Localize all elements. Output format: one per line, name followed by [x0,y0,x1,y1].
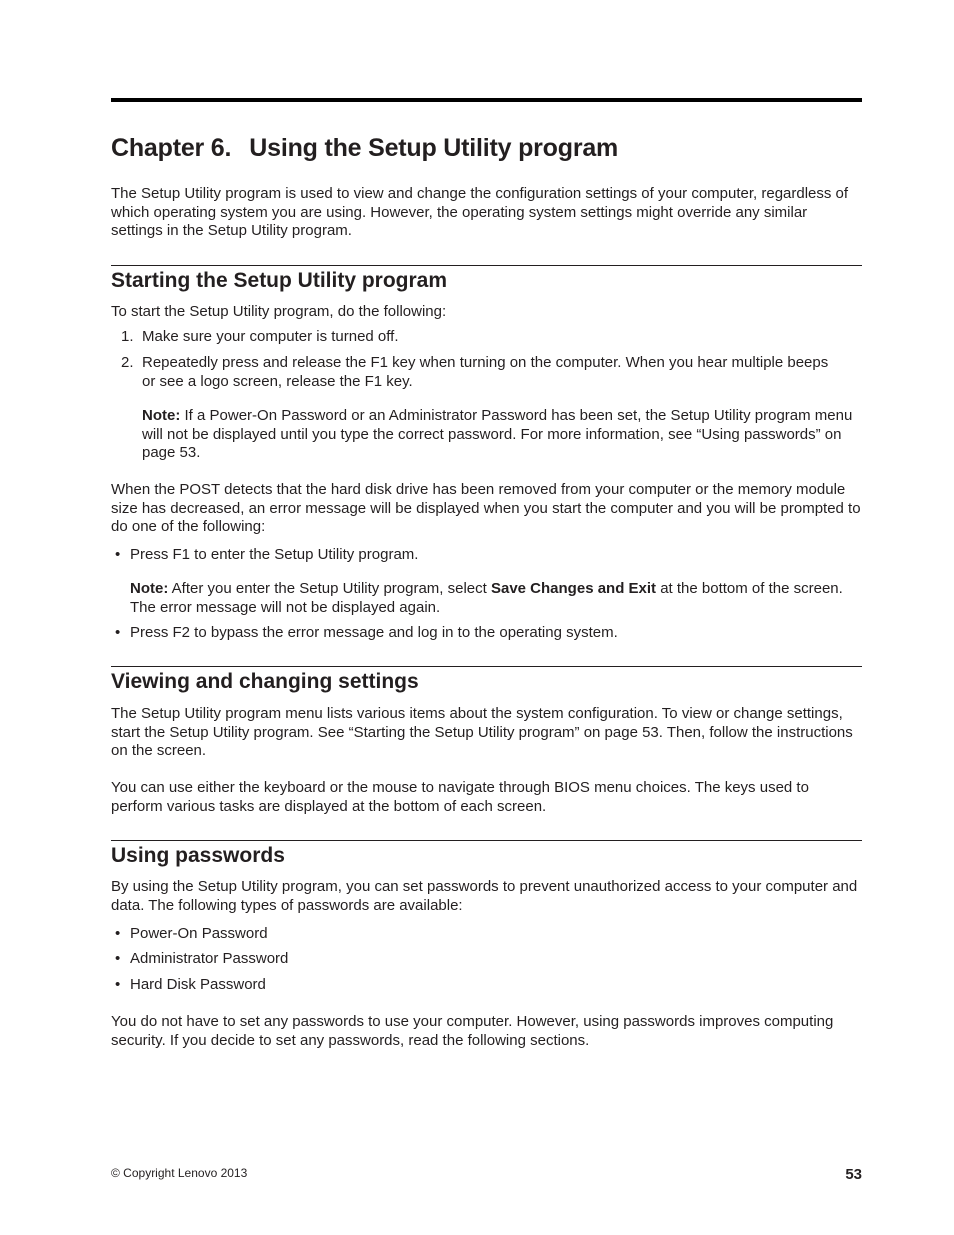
bullet-glyph: • [115,546,121,563]
bullet-glyph: • [115,976,121,993]
step-1-text: Make sure your computer is turned off. [142,328,399,345]
copyright-footer: © Copyright Lenovo 2013 [111,1166,248,1180]
heading-viewing: Viewing and changing settings [111,670,419,693]
note-label: Note: [130,580,169,597]
section-rule-starting [111,265,862,266]
chapter-title [111,134,618,163]
chapter-number: Chapter 6. [111,134,232,162]
page-number: 53 [845,1166,862,1183]
note-text-post: at the bottom of the screen. The error message will not be displayed again. [130,580,843,616]
bullet-glyph: • [115,624,121,641]
passwords-paragraph-2: You do not have to set any passwords to use your computer. However, using passwords improves computing security. If you decide to set any passwords, read the following sections. [111,1013,834,1049]
password-type-item: Administrator Password [130,950,289,967]
save-changes-command: Save Changes and Exit [490,580,657,597]
bullet-glyph: • [115,950,121,967]
passwords-paragraph-1: By using the Setup Utility program, you can set passwords to prevent unauthorized access to your computer and data. The following types of passwords are available: [111,878,858,914]
bullet-glyph: • [115,925,121,942]
section-rule-passwords [111,840,862,841]
chapter-intro: The Setup Utility program is used to view and change the configuration settings of your computer, regardless of which operating system you are using. However, the operating system settings might override any similar settings in the Setup Utility program. [111,185,849,240]
bullet-press-f1: Press F1 to enter the Setup Utility program. [130,546,419,563]
chapter-top-rule [111,98,862,102]
viewing-paragraph-1: The Setup Utility program menu lists various items about the system configuration. To view or change settings, start the Setup Utility program. See “Starting the Setup Utility program” on page 53. Then, follow the instructions on the screen. [111,705,853,760]
viewing-paragraph-2: You can use either the keyboard or the mouse to navigate through BIOS menu choices. The keys used to perform various tasks are displayed at the bottom of each screen. [111,779,809,815]
note-text: If a Power-On Password or an Administrator Password has been set, the Setup Utility program menu will not be displayed until you type the correct password. For more information, see “Using passwords” on page 53. [142,407,853,462]
step-2-number: 2. [121,354,134,371]
password-note [142,407,862,463]
save-changes-note [130,580,845,617]
chapter-title-text: Using the Setup Utility program [249,134,619,162]
password-type-item: Power-On Password [130,925,268,942]
note-label: Note: [142,407,181,424]
section-rule-viewing [111,666,862,667]
step-1-number: 1. [121,328,134,345]
starting-lead: To start the Setup Utility program, do the following: [111,303,447,320]
post-paragraph: When the POST detects that the hard disk drive has been removed from your computer or the memory module size has decreased, an error message will be displayed when you start the computer and you will be prompted to do one of the following: [111,481,861,536]
step-2-text: Repeatedly press and release the F1 key when turning on the computer. When you hear multiple beeps or see a logo screen, release the F1 key. [142,354,829,390]
note-text-pre: After you enter the Setup Utility program, select [168,580,491,597]
heading-starting: Starting the Setup Utility program [111,269,448,292]
bullet-press-f2: Press F2 to bypass the error message and log in to the operating system. [130,624,618,641]
password-type-item: Hard Disk Password [130,976,266,993]
heading-passwords: Using passwords [111,844,285,867]
